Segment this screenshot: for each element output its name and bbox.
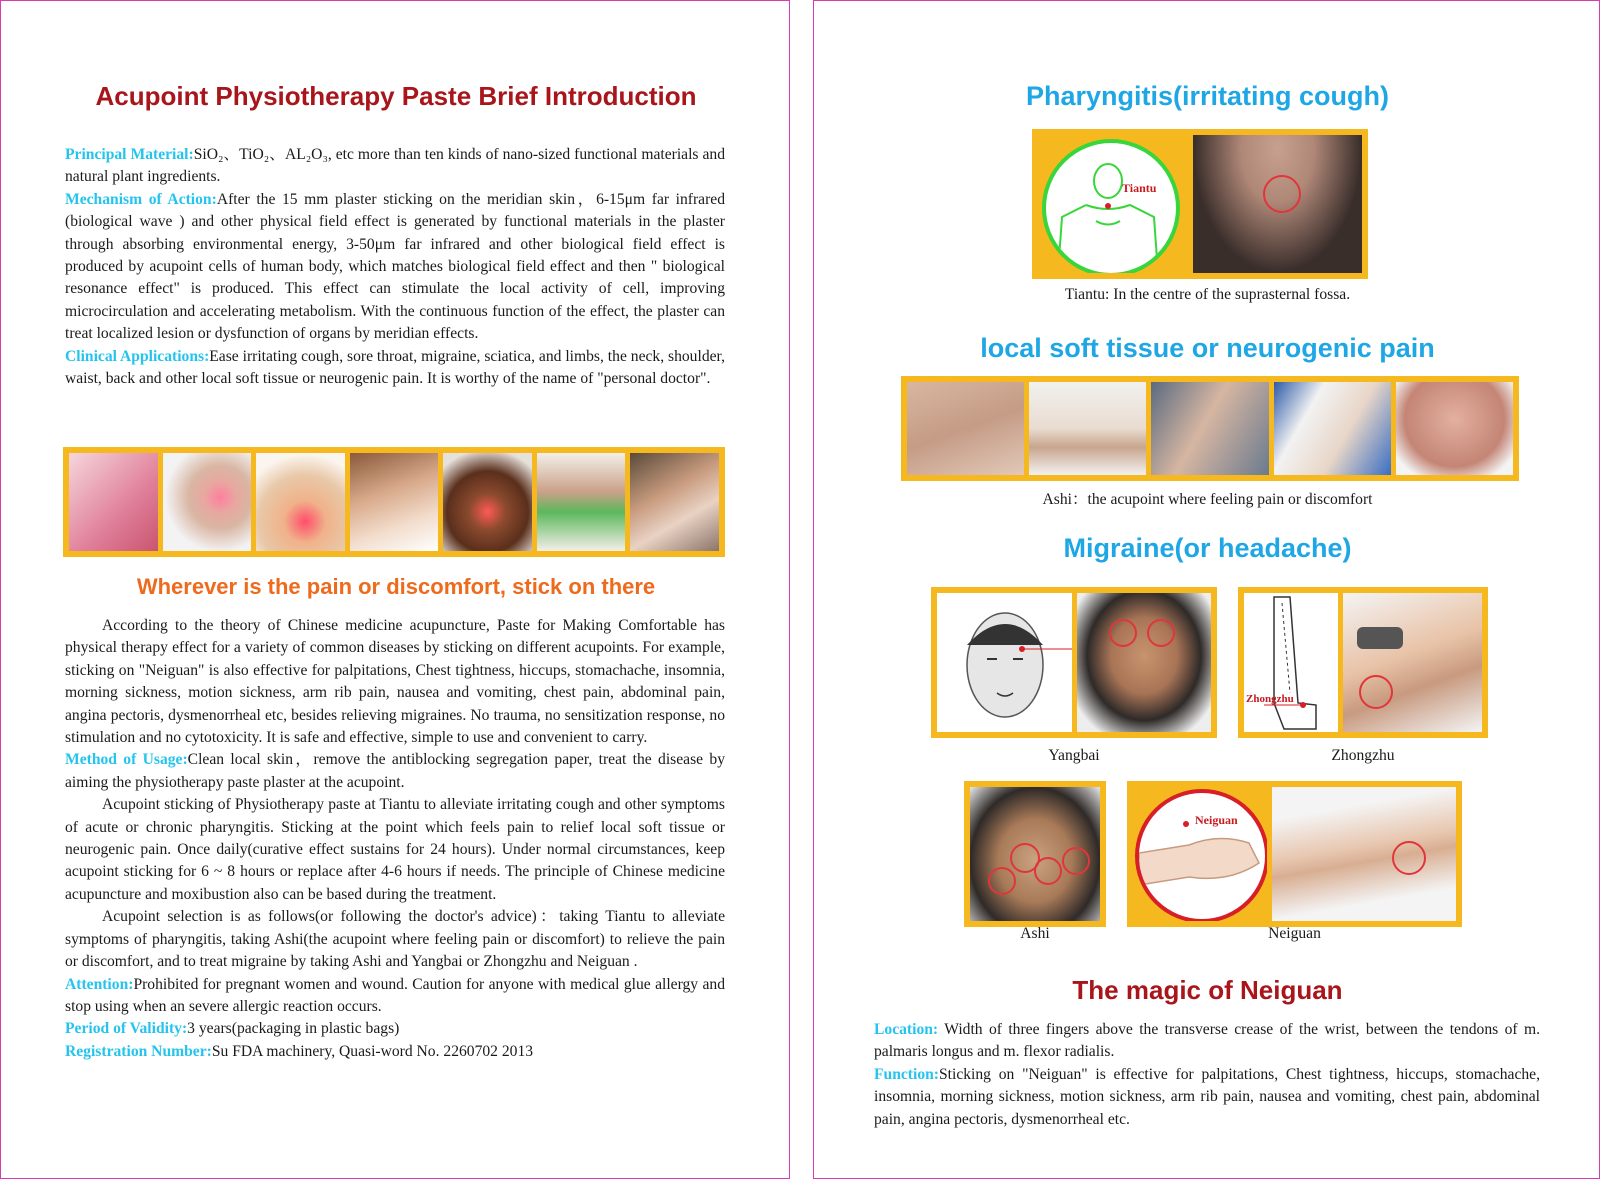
location-text: Width of three fingers above the transverse crease of the wrist, between the tendons of m. palmaris longus and m. flexor radialis.: [874, 1021, 1540, 1061]
symptom-photo-strip: [63, 447, 725, 557]
principal-material-text: SiO₂、TiO₂、AL₂O₃, etc more than ten kinds of nano-sized functional materials and natural plant ingredients.: [65, 146, 725, 186]
zhongzhu-frame: [1238, 587, 1488, 738]
registration-label: Registration Number:: [65, 1042, 212, 1060]
tiantu-frame: [1032, 129, 1368, 279]
knee-pain-photo: [256, 453, 345, 551]
yangbai-caption: Yangbai: [1048, 747, 1100, 764]
mechanism-text: After the 15 mm plaster sticking on the meridian skin，6-15μm far infrared (biological wave ) and other physical field effect is generated by functional materials in the plaster through absorbing environmental energy, 3-50μm far infrared and other biological field effect is produced by acupoint cells of human body, which matches biological field effect and then " biological resonance effect" is produced. This effect can stimulate the local activity of cell, improving microcirculation and accelerating metabolism. With the continuous function of the effect, the plaster can treat localized lesion or dysfunction of organs by meridian effects.: [65, 190, 726, 343]
ashi-forehead-photo: [970, 787, 1100, 921]
tiantu-diagram: [1038, 135, 1188, 273]
buttock-patch-photo: [1396, 382, 1513, 475]
ashi-caption: Ashi：the acupoint where feeling pain or discomfort: [1042, 491, 1373, 508]
left-page: [0, 0, 790, 1179]
arm-chart-icon: [1244, 593, 1338, 732]
forearm-photo: [1272, 787, 1456, 921]
coughing-woman-photo: [69, 453, 158, 551]
neiguan-diagram: [1133, 787, 1267, 921]
migraine-scream-photo: [630, 453, 719, 551]
function-label: Function:: [874, 1065, 939, 1083]
acupoint-selection-paragraph: Acupoint selection is as follows(or following the doctor's advice)：taking Tiantu to alleviate symptoms of pharyngitis, taking Ashi(the acupoint where feeling pain or discomfort) to relieve the pain or discomfort, and to treat migraine by taking Ashi and Yangbai or Zhongzhu and Neiguan .: [65, 908, 725, 971]
zhongzhu-point-label: Zhongzhu: [1246, 693, 1294, 705]
neck-photo: [1193, 135, 1362, 273]
attention-text: Prohibited for pregnant women and wound. Caution for anyone with medical glue allergy and stop using when an severe allergic reaction occurs.: [65, 975, 725, 1015]
function-text: Sticking on "Neiguan" is effective for palpitations, Chest tightness, hiccups, stomachache, insomnia, morning sickness, motion sickness, arm rib pain, nausea and vomiting, chest pain, abdominal pain, angina pectoris, dysmenorrheal etc.: [874, 1065, 1540, 1128]
clinical-applications-label: Clinical Applications:: [65, 347, 210, 365]
shoulder-pain-photo: [163, 453, 252, 551]
neiguan-magic-title: The magic of Neiguan: [1072, 975, 1343, 1005]
method-of-usage-label: Method of Usage:: [65, 751, 188, 769]
face-chart-icon: [937, 593, 1072, 732]
ashi-headache-caption: Ashi: [1020, 925, 1050, 942]
abdomen-patch-photo: [1274, 382, 1391, 475]
section-title-stick-on-pain: Wherever is the pain or discomfort, stick on there: [136, 574, 656, 599]
ashi-headache-frame: [964, 781, 1106, 927]
registration-text: Su FDA machinery, Quasi-word No. 2260702 2013: [211, 1042, 534, 1060]
stomach-pain-photo: [537, 453, 626, 551]
neiguan-caption: Neiguan: [1268, 925, 1321, 942]
back-pain-photo: [443, 453, 532, 551]
zhongzhu-caption: Zhongzhu: [1331, 747, 1395, 764]
usage-text: [65, 615, 725, 1063]
mechanism-label: Mechanism of Action:: [65, 190, 217, 208]
principal-material-label: Principal Material:: [65, 146, 194, 163]
neiguan-frame: [1127, 781, 1462, 927]
body-outline-icon: [1046, 143, 1176, 273]
ashi-photo-strip: [901, 376, 1519, 481]
method-of-usage-text: Clean local skin，remove the antiblocking segregation paper, treat the disease by aiming the physiotherapy paste plaster at the acupoint.: [65, 751, 725, 791]
location-label: Location:: [874, 1021, 939, 1038]
intro-text: [65, 144, 725, 390]
pharyngitis-title: Pharyngitis(irritating cough): [1025, 81, 1389, 111]
headache-woman-photo: [350, 453, 439, 551]
back-patches-photo: [907, 382, 1024, 475]
clinical-applications-text: Ease irritating cough, sore throat, migraine, sciatica, and limbs, the neck, shoulder, waist, back and other local soft tissue or neurogenic pain. It is worthy of the name of "personal doctor".: [65, 347, 725, 388]
hand-watch-photo: [1343, 593, 1482, 732]
migraine-title: Migraine(or headache): [1063, 533, 1352, 563]
validity-label: Period of Validity:: [65, 1020, 188, 1038]
left-page-title: Acupoint Physiotherapy Paste Brief Introduction: [95, 81, 697, 111]
right-page: [813, 0, 1600, 1179]
face-chart-diagram: [937, 593, 1072, 732]
tiantu-caption: Tiantu: In the centre of the suprasternal fossa.: [1064, 286, 1351, 303]
validity-text: 3 years(packaging in plastic bags): [187, 1020, 400, 1038]
leg-patch-photo: [1029, 382, 1146, 475]
soft-tissue-title: local soft tissue or neurogenic pain: [980, 333, 1435, 363]
sticking-paragraph: Acupoint sticking of Physiotherapy paste at Tiantu to alleviate irritating cough and other symptoms of acute or chronic pharyngitis. Sticking at the point which feels pain to relief local soft tissue or neurogenic pain. Once daily(curative effect sustains for 24 hours). Under normal circumstances, keep acupoint sticking for 6 ~ 8 hours or replace after 4-6 hours if needs. The principle of Chinese medicine acupuncture and moxibustion also can be based during the treatment.: [65, 796, 725, 903]
neiguan-text: [874, 1019, 1540, 1131]
yangbai-man-photo: [1077, 593, 1212, 732]
neiguan-point-label: Neiguan: [1195, 813, 1238, 827]
yangbai-frame: [931, 587, 1217, 738]
arm-chart-diagram: [1244, 593, 1338, 732]
theory-paragraph: According to the theory of Chinese medicine acupuncture, Paste for Making Comfortable has physical therapy effect for a variety of common diseases by sticking on different acupoints. For example, sticking on "Neiguan" is also effective for palpitations, Chest tightness, hiccups, stomachache, insomnia, morning sickness, motion sickness, arm rib pain, nausea and vomiting, chest pain, abdominal pain, angina pectoris, dysmenorrheal etc, besides relieving migraines. No trauma, no sensitization response, no stimulation and no cytotoxicity. It is safe and effective, simple to use and convenient to carry.: [65, 617, 725, 747]
attention-label: Attention:: [65, 975, 134, 993]
tiantu-point-label: Tiantu: [1122, 181, 1157, 195]
arm-patches-photo: [1151, 382, 1268, 475]
wrist-hand-icon: [1139, 793, 1265, 919]
